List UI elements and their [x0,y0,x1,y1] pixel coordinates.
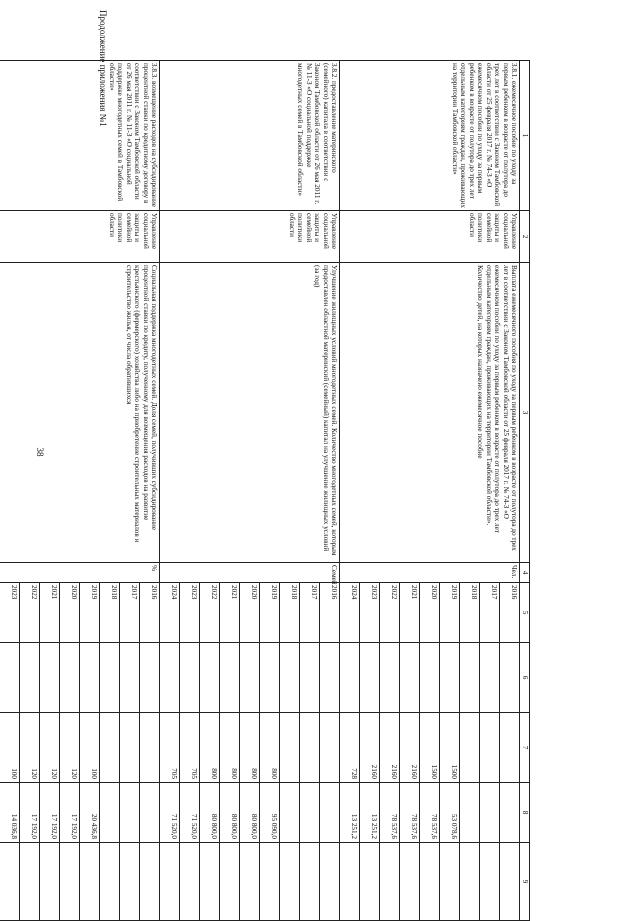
empty-cell-col6 [120,643,140,713]
empty-cell-col6 [500,643,520,713]
year-cell: 2020 [420,583,440,643]
funding-value: 17 192,0 [20,783,40,843]
empty-cell-col9 [140,843,160,921]
indicator-value: 120 [40,713,60,783]
empty-cell-col9 [20,843,40,921]
empty-cell-col6 [40,643,60,713]
unit-of-measure: Чел. [340,563,520,583]
year-cell: 2016 [500,583,520,643]
col-header-8: 8 [520,783,530,843]
funding-value: 20 436,8 [80,783,100,843]
empty-cell-col9 [100,843,120,921]
indicator-value: 705 [160,713,180,783]
empty-cell-col6 [100,643,120,713]
indicator-value: 2160 [400,713,420,783]
year-cell: 2024 [340,583,360,643]
indicator-value [120,713,140,783]
responsible-executor: Управление социальной защиты и семейной политики области [0,211,160,263]
empty-cell-col6 [0,643,20,713]
year-cell: 2016 [140,583,160,643]
empty-cell-col6 [400,643,420,713]
year-cell: 2023 [180,583,200,643]
page-number: 38 [35,447,45,457]
empty-cell-col6 [480,643,500,713]
empty-cell-col9 [180,843,200,921]
appendix-note: Продолжение приложения №1 [98,10,108,127]
funding-value [280,783,300,843]
year-cell: 2016 [320,583,340,643]
funding-value: 80 800,0 [220,783,240,843]
program-table [0,60,530,921]
indicator-value: 1500 [440,713,460,783]
empty-cell-col6 [380,643,400,713]
year-cell: 2020 [240,583,260,643]
table-row [320,61,340,921]
funding-value [500,783,520,843]
header-row [520,61,530,921]
funding-value [120,783,140,843]
empty-cell-col9 [500,843,520,921]
col-header-2: 2 [520,211,530,263]
indicator-value: 728 [340,713,360,783]
empty-cell-col9 [220,843,240,921]
col-header-9: 9 [520,843,530,921]
indicator-value: 705 [180,713,200,783]
year-cell: 2019 [80,583,100,643]
empty-cell-col6 [320,643,340,713]
empty-cell-col9 [420,843,440,921]
funding-value [320,783,340,843]
unit-of-measure: % [0,563,160,583]
indicator-description: Улучшение жилищных условий многодетных семей. Количество многодетных семей, которым предоставлен областной материнский (семейный) капитал на улучшение жилищных условий (за год) [160,263,340,563]
section-title: 3.8.3. возмещение расходов на субсидирование процентной ставки по кредитному договору в соответствии с Законом Тамбовской области от 26 мая 2011 г. № 11-З «О социальной поддержке многодетных семей в Тамбовской области» [0,61,160,211]
table-row [140,61,160,921]
empty-cell-col9 [400,843,420,921]
empty-cell-col9 [260,843,280,921]
indicator-value: 1500 [420,713,440,783]
table-row [500,61,520,921]
section-title: 3.8.2. предоставление материнского (семейного) капитала в соответствии с Законом Тамбовской области от 26 мая 2011 г. № 11-З «О социальной поддержке многодетных семей в Тамбовской области» [160,61,340,211]
empty-cell-col9 [460,843,480,921]
funding-value: 71 520,0 [160,783,180,843]
indicator-description: Социальная поддержка многодетных семей. Доля семей, получивших субсидирование процентной ставки по кредиту, полученному для возмещения расходов на развитие крестьянского (фермерского) хозяйства либо на приобретение строительных материалов и строительство жилья, от числа обратившихся [0,263,160,563]
empty-cell-col6 [360,643,380,713]
col-header-3: 3 [520,263,530,563]
empty-cell-col9 [120,843,140,921]
empty-cell-col9 [40,843,60,921]
funding-value: 13 251,2 [340,783,360,843]
indicator-value: 100 [0,713,20,783]
empty-cell-col9 [360,843,380,921]
empty-cell-col9 [200,843,220,921]
funding-value: 80 800,0 [200,783,220,843]
year-cell: 2017 [480,583,500,643]
indicator-value: 100 [80,713,100,783]
funding-value [140,783,160,843]
indicator-value [300,713,320,783]
indicator-value [280,713,300,783]
indicator-value [480,713,500,783]
empty-cell-col9 [0,843,20,921]
empty-cell-col6 [200,643,220,713]
funding-value: 71 520,0 [180,783,200,843]
indicator-value: 800 [200,713,220,783]
empty-cell-col6 [420,643,440,713]
year-cell: 2018 [100,583,120,643]
col-header-7: 7 [520,713,530,783]
funding-value: 78 537,6 [380,783,400,843]
empty-cell-col6 [280,643,300,713]
year-cell: 2023 [0,583,20,643]
empty-cell-col9 [320,843,340,921]
funding-value: 53 078,6 [440,783,460,843]
empty-cell-col6 [440,643,460,713]
year-cell: 2019 [440,583,460,643]
funding-value: 78 537,6 [400,783,420,843]
indicator-value: 120 [60,713,80,783]
empty-cell-col9 [280,843,300,921]
year-cell: 2017 [300,583,320,643]
year-cell: 2022 [20,583,40,643]
empty-cell-col6 [60,643,80,713]
empty-cell-col6 [20,643,40,713]
funding-value: 80 800,0 [240,783,260,843]
year-cell: 2022 [380,583,400,643]
responsible-executor: Управление социальной защиты и семейной политики области [160,211,340,263]
indicator-value: 2160 [360,713,380,783]
col-header-4: 4 [520,563,530,583]
indicator-description: Выплата ежемесячного пособия по уходу за первым ребенком в возрасте от полутора до трех лет в соответствии с Законом Тамбовской области от 25 февраля 2017 г. № 74-З «О ежемесячном пособии по уходу за первым ребенком в возрасте от полутора до трех лет отдельным категориям граждан, проживающих на территории Тамбовской области». Количество детей, на которых назначено ежемесячное пособие [340,263,520,563]
empty-cell-col6 [340,643,360,713]
indicator-value [320,713,340,783]
indicator-value: 800 [220,713,240,783]
empty-cell-col6 [300,643,320,713]
funding-value: 17 192,0 [40,783,60,843]
empty-cell-col9 [480,843,500,921]
year-cell: 2017 [120,583,140,643]
funding-value: 14 036,8 [0,783,20,843]
funding-value [460,783,480,843]
section-title: 3.8.1. ежемесячное пособие по уходу за первым ребенком в возрасте от полутора до трех лет в соответствии с Законом Тамбовской области от 25 февраля 2017 г. № 74-З «О ежемесячном пособии по уходу за первым ребенком в возрасте от полутора до трех лет отдельным категориям граждан, проживающих на территории Тамбовской области» [340,61,520,211]
indicator-value [140,713,160,783]
funding-value: 13 251,2 [360,783,380,843]
empty-cell-col9 [340,843,360,921]
empty-cell-col6 [80,643,100,713]
year-cell: 2019 [260,583,280,643]
funding-value [100,783,120,843]
indicator-value [100,713,120,783]
funding-value [300,783,320,843]
year-cell: 2020 [60,583,80,643]
table-body [0,61,520,921]
empty-cell-col6 [460,643,480,713]
year-cell: 2018 [460,583,480,643]
year-cell: 2024 [160,583,180,643]
year-cell: 2018 [280,583,300,643]
empty-cell-col9 [160,843,180,921]
funding-value: 95 090,0 [260,783,280,843]
empty-cell-col6 [180,643,200,713]
indicator-value [500,713,520,783]
empty-cell-col9 [80,843,100,921]
unit-of-measure: Семей [160,563,340,583]
empty-cell-col9 [60,843,80,921]
indicator-value: 800 [240,713,260,783]
indicator-value: 120 [20,713,40,783]
empty-cell-col6 [260,643,280,713]
empty-cell-col9 [380,843,400,921]
indicator-value: 800 [260,713,280,783]
year-cell: 2023 [360,583,380,643]
col-header-1: 1 [520,61,530,211]
empty-cell-col6 [240,643,260,713]
funding-value [480,783,500,843]
empty-cell-col9 [300,843,320,921]
empty-cell-col6 [160,643,180,713]
empty-cell-col9 [240,843,260,921]
indicator-value: 2160 [380,713,400,783]
year-cell: 2021 [220,583,240,643]
col-header-6: 6 [520,643,530,713]
col-header-5: 5 [520,583,530,643]
empty-cell-col9 [440,843,460,921]
year-cell: 2021 [400,583,420,643]
year-cell: 2022 [200,583,220,643]
responsible-executor: Управление социальной защиты и семейной политики области [340,211,520,263]
empty-cell-col6 [220,643,240,713]
year-cell: 2021 [40,583,60,643]
indicator-value [460,713,480,783]
empty-cell-col6 [140,643,160,713]
funding-value: 17 192,0 [60,783,80,843]
funding-value: 78 537,6 [420,783,440,843]
